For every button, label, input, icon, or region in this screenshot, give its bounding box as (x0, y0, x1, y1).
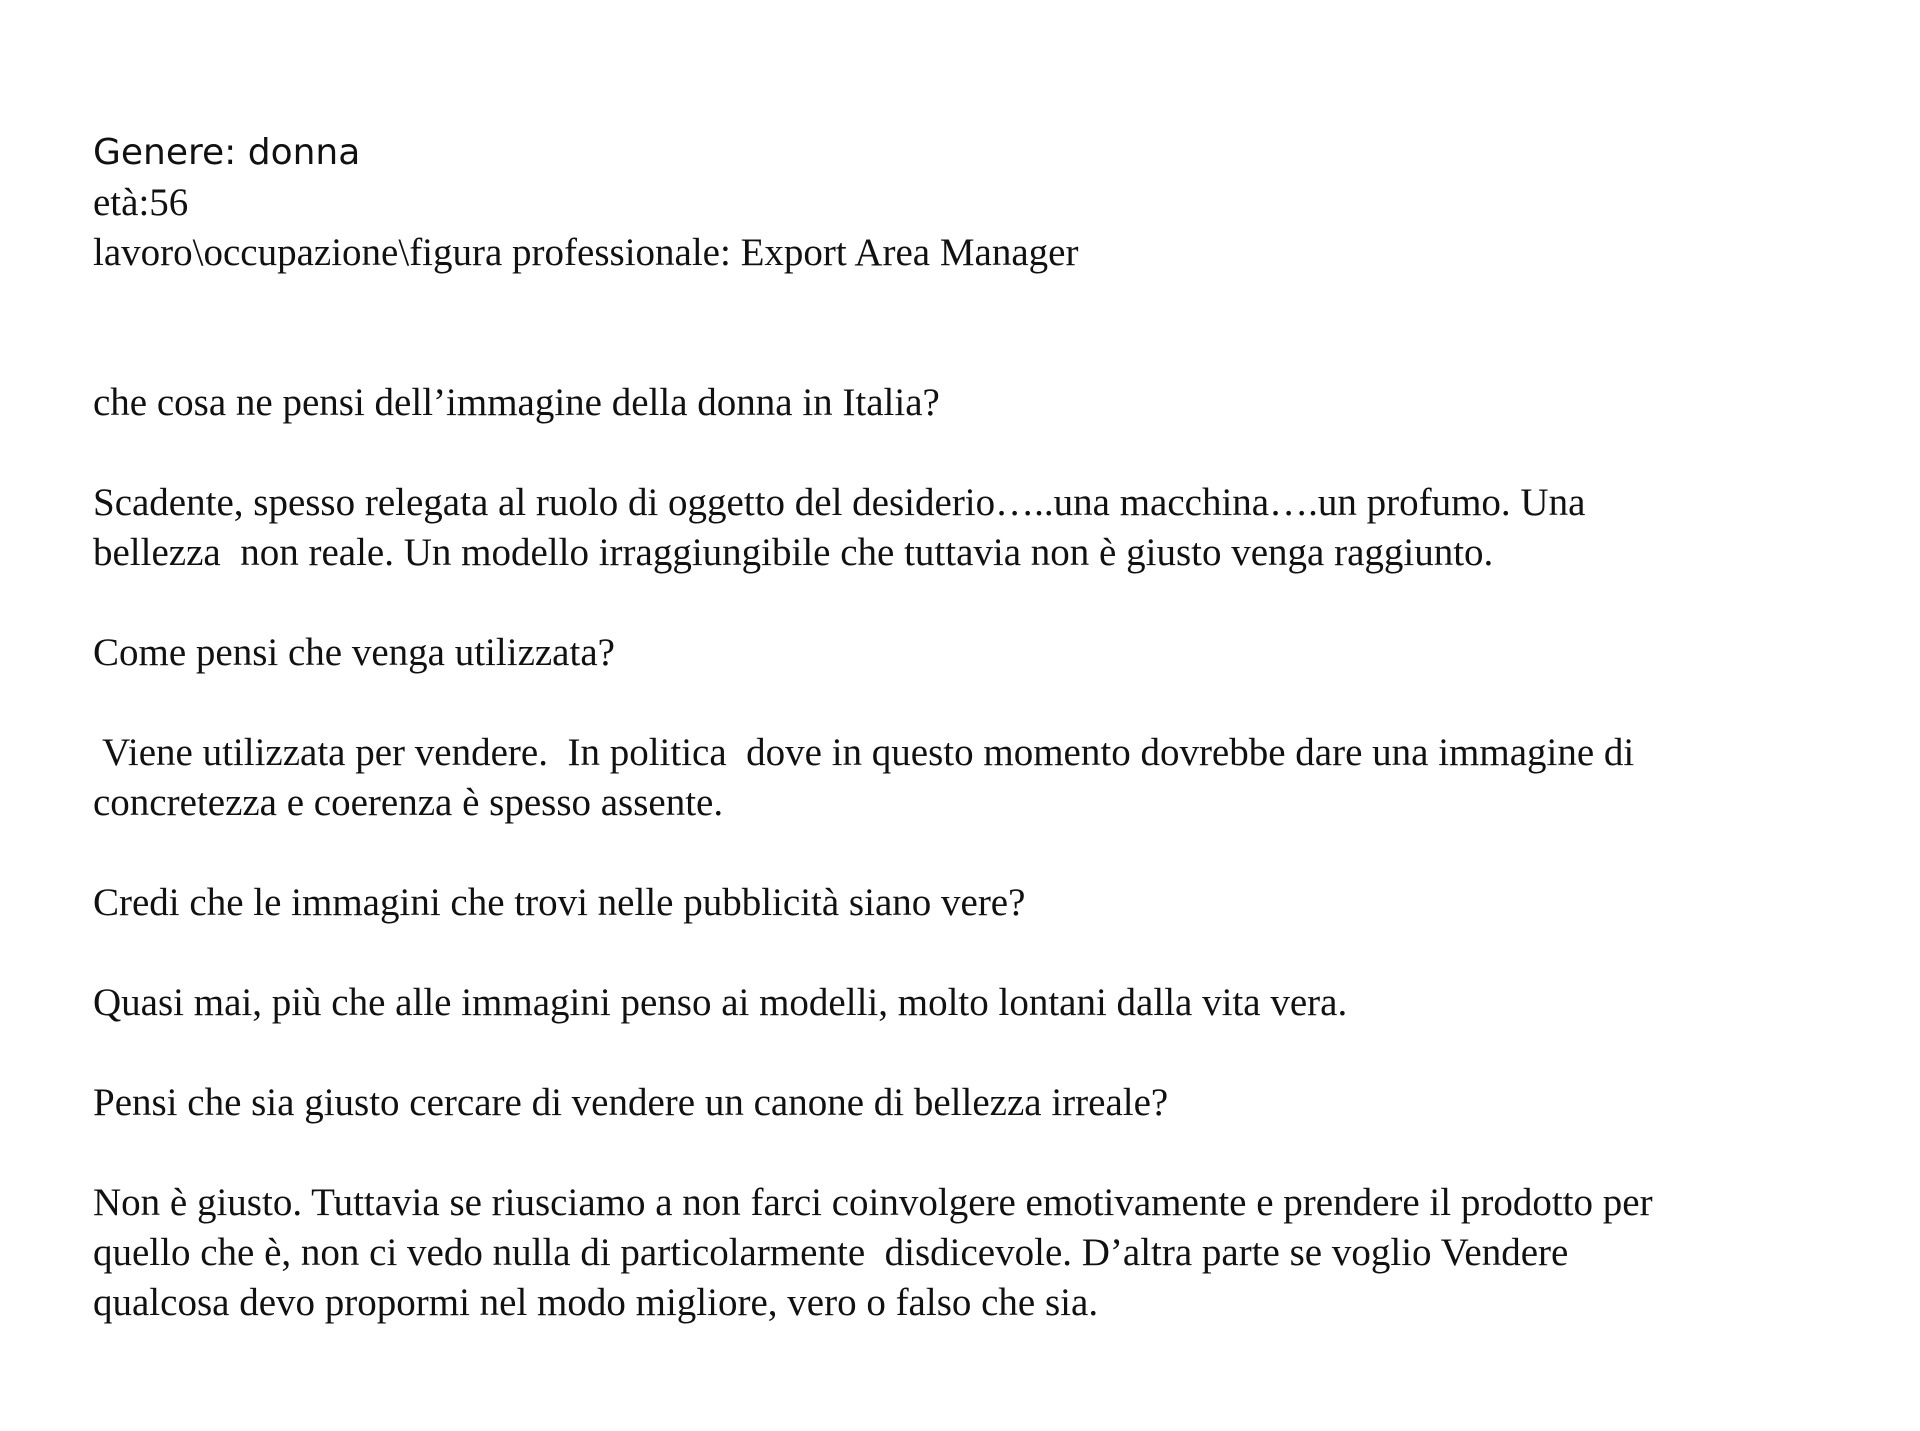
answer-4-line-3: qualcosa devo propormi nel modo migliore, vero o falso che sia. (93, 1281, 1099, 1324)
answer-2-line-2: concretezza e coerenza è spesso assente. (93, 781, 724, 824)
qa-block-1 (93, 378, 1873, 578)
document-page (93, 128, 1873, 1328)
age-line: età:56 (93, 181, 189, 224)
answer-3-line-1: Quasi mai, più che alle immagini penso ai modelli, molto lontani dalla vita vera. (93, 981, 1348, 1024)
answer-4 (93, 1178, 1873, 1328)
answer-1-line-1: Scadente, spesso relegata al ruolo di oggetto del desiderio…..una macchina….un profumo. Una (93, 481, 1586, 524)
question-1: che cosa ne pensi dell’immagine della donna in Italia? (93, 381, 940, 424)
job-line: lavoro\occupazione\figura professionale: Export Area Manager (93, 231, 1079, 274)
spacer (93, 278, 1873, 378)
qa-block-3 (93, 878, 1873, 1028)
answer-3 (93, 978, 1873, 1028)
question-4: Pensi che sia giusto cercare di vendere un canone di bellezza irreale? (93, 1081, 1169, 1124)
respondent-info (93, 128, 1873, 278)
answer-1-line-2: bellezza non reale. Un modello irraggiungibile che tuttavia non è giusto venga raggiunto. (93, 531, 1494, 574)
answer-1 (93, 478, 1873, 578)
answer-4-line-1: Non è giusto. Tuttavia se riusciamo a non farci coinvolgere emotivamente e prendere il prodotto per (93, 1181, 1653, 1224)
question-2: Come pensi che venga utilizzata? (93, 631, 615, 674)
answer-2-line-1: Viene utilizzata per vendere. In politica dove in questo momento dovrebbe dare una immagine di (93, 731, 1635, 774)
answer-2 (93, 728, 1873, 828)
qa-block-4 (93, 1078, 1873, 1328)
qa-block-2 (93, 628, 1873, 828)
question-3: Credi che le immagini che trovi nelle pubblicità siano vere? (93, 881, 1026, 924)
answer-4-line-2: quello che è, non ci vedo nulla di particolarmente disdicevole. D’altra parte se voglio Vendere (93, 1231, 1569, 1274)
gender-line: Genere: donna (93, 132, 361, 173)
